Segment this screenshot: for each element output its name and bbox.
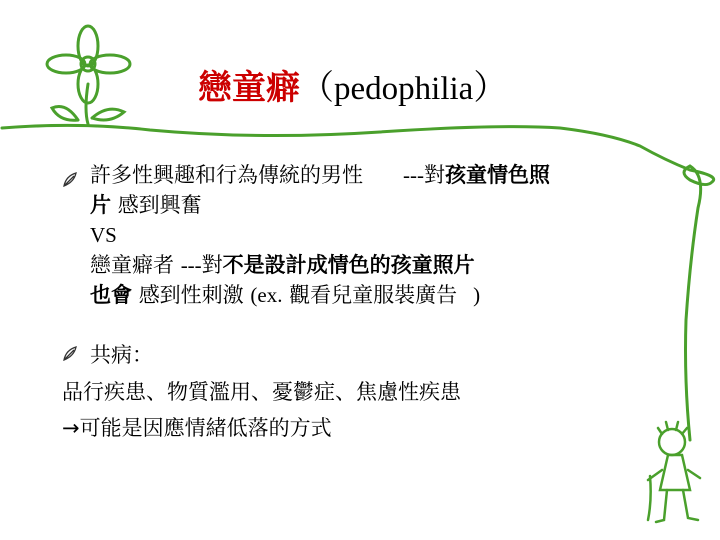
title-chinese: 戀童癖 (198, 68, 300, 108)
title-english: pedophilia (334, 71, 474, 107)
bullet-2-label: 共病： (90, 343, 153, 367)
bullet-1-line-2: 片 感到興奮 (90, 193, 202, 217)
kid-doodle-icon (648, 422, 700, 522)
comorbidities-line-1: 品行疾患、物質濫用、憂鬱症、焦慮性疾患 (62, 380, 461, 404)
bullet-1-line-5: 也會 感到性刺激 (ex. 觀看兒童服裝廣告 ) (90, 283, 481, 307)
title-open-paren: （ (300, 70, 334, 107)
bullet-1-text (90, 160, 690, 310)
bullet-1-line-1: 許多性興趣和行為傳統的男性 ---對孩童情色照 (90, 163, 550, 187)
leaf-bullet-icon (62, 344, 80, 362)
bullet-1-line-3: VS (90, 223, 117, 247)
title-close-paren: ） (473, 70, 508, 107)
flower-doodle-icon (47, 26, 130, 124)
comorbidities-line-2: →可能是因應情緒低落的方式 (62, 416, 332, 440)
bullet-1-line-4: 戀童癖者 ---對不是設計成情色的孩童照片 (90, 253, 475, 277)
comorbidities-text (62, 374, 461, 446)
leaf-bullet-icon (62, 170, 80, 188)
page-title (198, 66, 507, 111)
